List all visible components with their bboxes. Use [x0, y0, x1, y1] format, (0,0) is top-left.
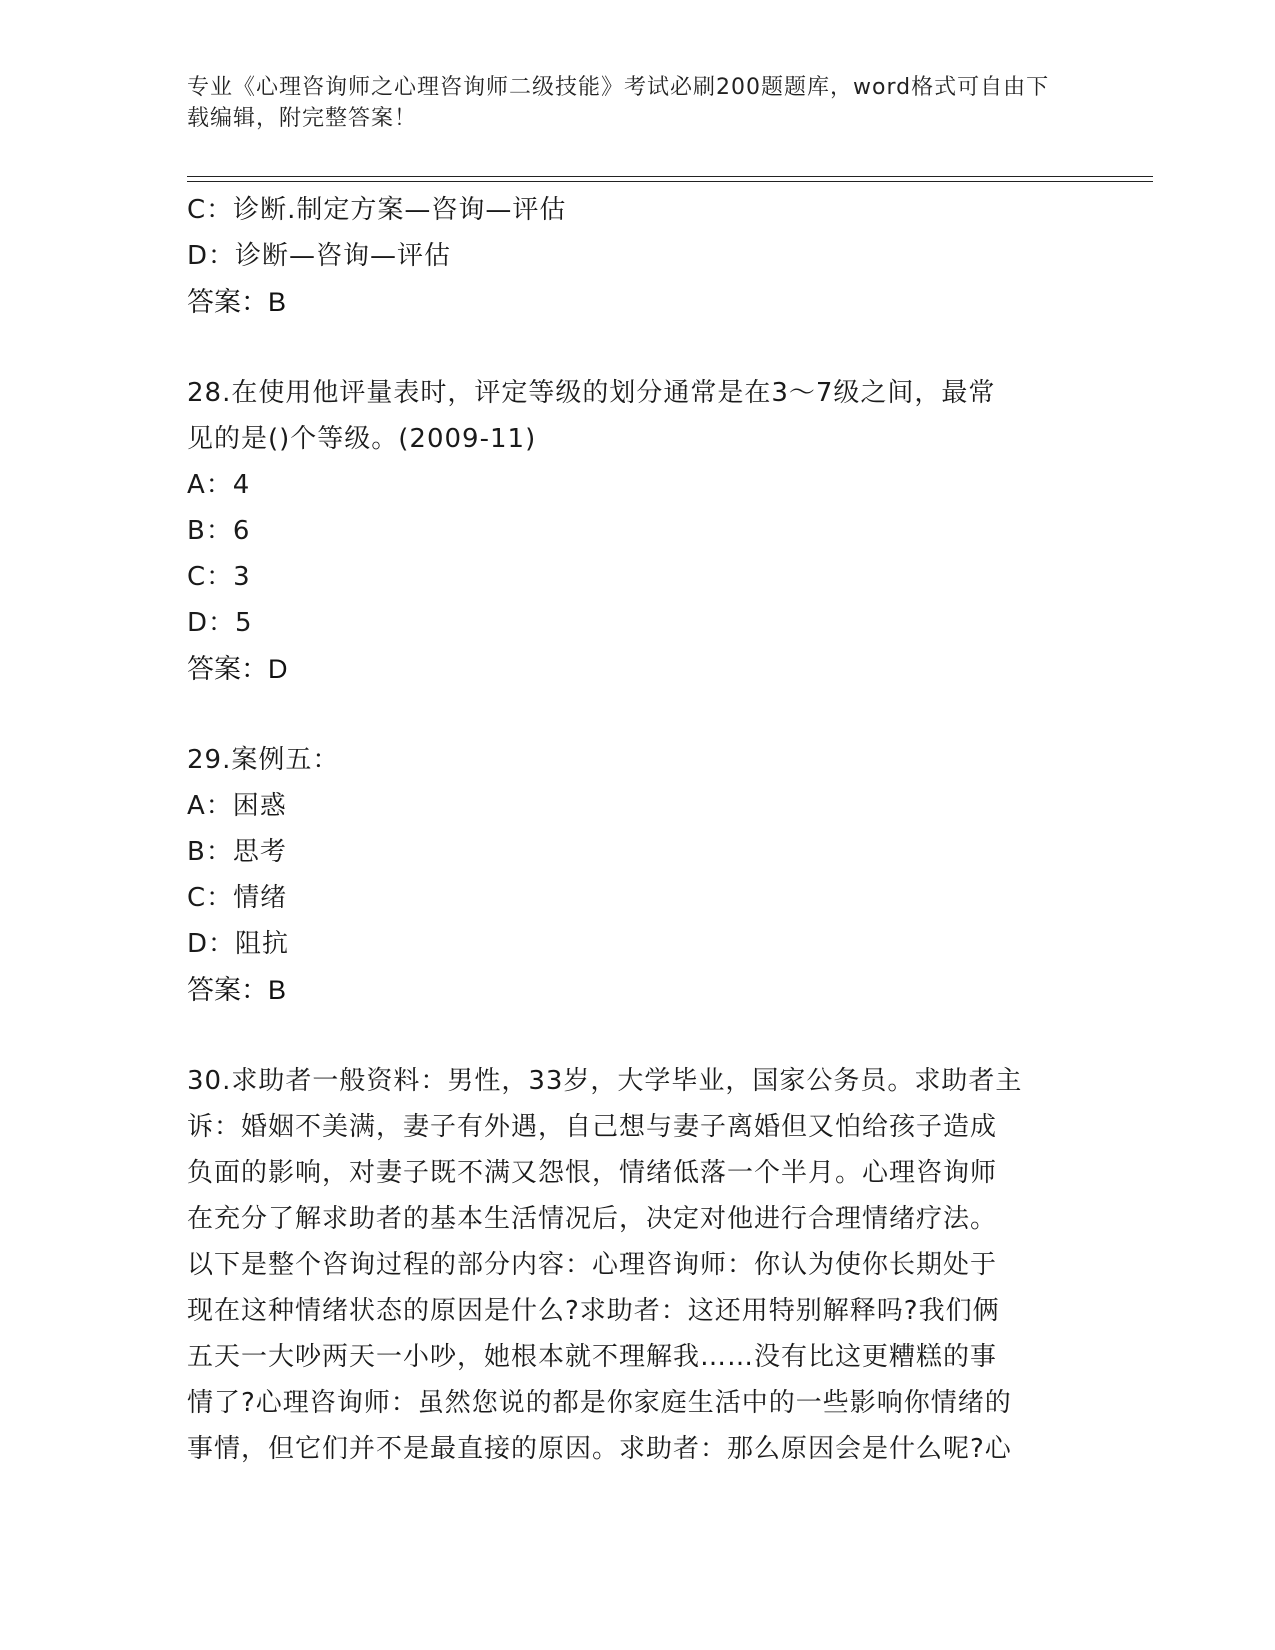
header-rule-top — [187, 176, 1153, 177]
question-paragraph-line: 五天一大吵两天一小吵，她根本就不理解我……没有比这更糟糕的事 — [187, 1342, 998, 1372]
question-paragraph-line: 事情，但它们并不是最直接的原因。求助者：那么原因会是什么呢?心 — [187, 1434, 1012, 1464]
option-c: C：情绪 — [187, 883, 288, 913]
spacer — [187, 692, 1087, 737]
option-d: D：诊断—咨询—评估 — [187, 241, 452, 271]
question-stem: 28.在使用他评量表时，评定等级的划分通常是在3～7级之间，最常 — [187, 378, 996, 408]
answer-line: 答案：B — [187, 287, 287, 317]
option-a: A：困惑 — [187, 791, 287, 821]
question-stem-continued: 见的是()个等级。(2009-11) — [187, 424, 537, 454]
spacer — [187, 1013, 1087, 1058]
option-b: B：6 — [187, 516, 251, 546]
answer-line: 答案：B — [187, 975, 287, 1005]
question-paragraph-line: 30.求助者一般资料：男性，33岁，大学毕业，国家公务员。求助者主 — [187, 1066, 1023, 1096]
question-paragraph-line: 情了?心理咨询师：虽然您说的都是你家庭生活中的一些影响你情绪的 — [187, 1388, 1012, 1418]
spacer — [187, 325, 1087, 370]
option-c: C：诊断.制定方案—咨询—评估 — [187, 195, 567, 225]
option-c: C：3 — [187, 562, 251, 592]
answer-line: 答案：D — [187, 654, 288, 684]
page-header-title: 专业《心理咨询师之心理咨询师二级技能》考试必刷200题题库，word格式可自由下载编辑，附完整答案！ — [187, 75, 1050, 131]
option-d: D：阻抗 — [187, 929, 290, 959]
question-paragraph-line: 在充分了解求助者的基本生活情况后，决定对他进行合理情绪疗法。 — [187, 1204, 998, 1234]
question-paragraph-line: 诉：婚姻不美满，妻子有外遇，自己想与妻子离婚但又怕给孩子造成 — [187, 1112, 998, 1142]
option-d: D：5 — [187, 608, 253, 638]
question-paragraph-line: 现在这种情绪状态的原因是什么?求助者：这还用特别解释吗?我们俩 — [187, 1296, 1000, 1326]
option-a: A：4 — [187, 470, 251, 500]
document-content — [187, 187, 1087, 1472]
question-paragraph-line: 以下是整个咨询过程的部分内容：心理咨询师：你认为使你长期处于 — [187, 1250, 998, 1280]
option-b: B：思考 — [187, 837, 287, 867]
header-rule-bottom — [187, 181, 1153, 182]
question-stem: 29.案例五： — [187, 745, 340, 775]
question-paragraph-line: 负面的影响，对妻子既不满又怨恨，情绪低落一个半月。心理咨询师 — [187, 1158, 998, 1188]
